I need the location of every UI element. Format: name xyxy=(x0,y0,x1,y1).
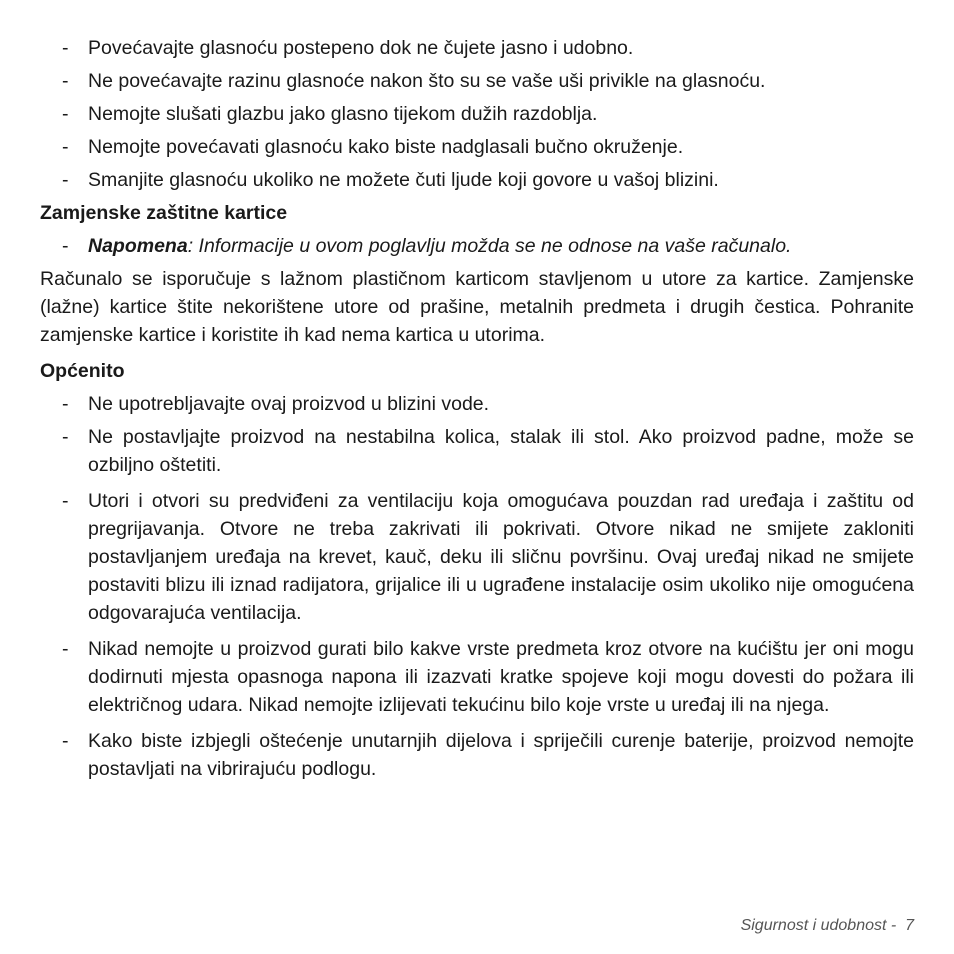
bullet-dash: - xyxy=(62,103,69,125)
list-item xyxy=(40,390,914,418)
note-label: Napomena xyxy=(88,235,188,257)
list-item xyxy=(40,487,914,627)
list-item-text: Utori i otvori su predviđeni za ventilaciju koja omogućava pouzdan rad uređaja i zaštitu od pregrijavanja. Otvore ne treba zakrivati ili pokrivati. Otvore nikad ne smijete zakloniti postavljanjem uređaja na krevet, kauč, deku ili sličnu površinu. Ovaj uređaj nikad ne smijete postaviti blizu ili iznad radijatora, grijalice ili u ugrađene instalacije osim ukoliko nije omogućena odgovarajuća ventilacija. xyxy=(88,490,914,624)
list-item xyxy=(40,727,914,783)
list-item-text: Povećavajte glasnoću postepeno dok ne čujete jasno i udobno. xyxy=(88,37,634,59)
bullet-dash: - xyxy=(62,638,69,660)
list-item-text: Ne povećavajte razinu glasnoće nakon što su se vaše uši privikle na glasnoću. xyxy=(88,70,766,92)
list-item xyxy=(40,133,914,161)
bullet-dash: - xyxy=(62,426,69,448)
list-item-text: Kako biste izbjegli oštećenje unutarnjih dijelova i spriječili curenje baterije, proizvod nemojte postavljati na vibrirajuću podlogu. xyxy=(88,730,914,780)
section-heading: Općenito xyxy=(40,360,125,382)
note-item xyxy=(40,232,914,260)
list-item xyxy=(40,67,914,95)
bullet-dash: - xyxy=(62,730,69,752)
page-footer: Sigurnost i udobnost - 7 xyxy=(740,917,914,934)
bullet-dash: - xyxy=(62,235,69,257)
bullet-dash: - xyxy=(62,490,69,512)
bullet-dash: - xyxy=(62,393,69,415)
bullet-dash: - xyxy=(62,70,69,92)
list-item-text: Nemojte slušati glazbu jako glasno tijekom dužih razdoblja. xyxy=(88,103,598,125)
list-item-text: Nikad nemojte u proizvod gurati bilo kakve vrste predmeta kroz otvore na kućištu jer oni mogu dodirnuti mjesta opasnoga napona ili izazvati kratke spojeve koji mogu dovesti do požara ili električnog udara. Nikad nemojte izlijevati tekućinu bilo koje vrste u uređaj ili na njega. xyxy=(88,638,914,716)
bullet-dash: - xyxy=(62,136,69,158)
note-text: : Informacije u ovom poglavlju možda se ne odnose na vaše računalo. xyxy=(187,235,792,257)
list-item xyxy=(40,423,914,479)
list-item xyxy=(40,166,914,194)
bullet-dash: - xyxy=(62,169,69,191)
section-paragraph: Računalo se isporučuje s lažnom plastičnom karticom stavljenom u utore za kartice. Zamjenske (lažne) kartice štite nekorištene utore od prašine, metalnih predmeta i drugih čestica. Pohranite zamjenske kartice i koristite ih kad nema kartica u utorima. xyxy=(40,268,914,346)
list-item xyxy=(40,635,914,719)
list-item xyxy=(40,34,914,62)
list-item xyxy=(40,100,914,128)
page-content xyxy=(40,34,914,791)
list-item-text: Ne postavljajte proizvod na nestabilna kolica, stalak ili stol. Ako proizvod padne, može se ozbiljno oštetiti. xyxy=(88,426,914,476)
section-heading: Zamjenske zaštitne kartice xyxy=(40,202,288,224)
list-item-text: Nemojte povećavati glasnoću kako biste nadglasali bučno okruženje. xyxy=(88,136,684,158)
bullet-dash: - xyxy=(62,37,69,59)
list-item-text: Ne upotrebljavajte ovaj proizvod u blizini vode. xyxy=(88,393,490,415)
list-item-text: Smanjite glasnoću ukoliko ne možete čuti ljude koji govore u vašoj blizini. xyxy=(88,169,719,191)
